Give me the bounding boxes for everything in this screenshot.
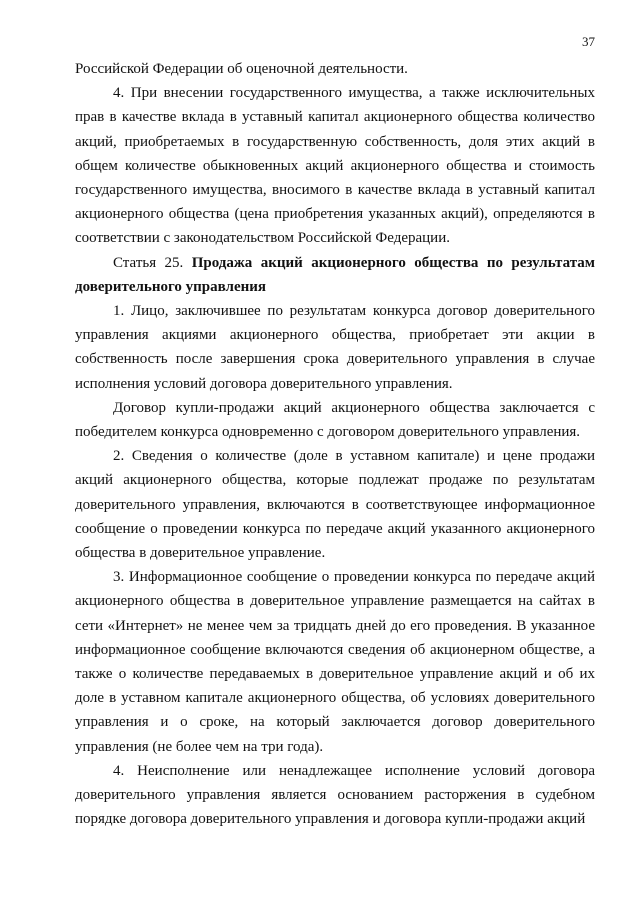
article-label: Статья 25.	[113, 254, 184, 271]
document-body	[75, 57, 595, 832]
article-heading	[75, 251, 595, 299]
article-paragraph-1: 1. Лицо, заключившее по результатам конкурса договор доверительного управления акциями акционерного общества, приобретает эти акции в собственность после завершения срока доверительного управления в случае исполнения условий договора доверительного управления.	[75, 303, 595, 392]
article-title: Продажа акций акционерного общества по результатам доверительного управления	[75, 254, 595, 295]
article-paragraph-3: 3. Информационное сообщение о проведении конкурса по передаче акций акционерного общества в доверительное управление размещается на сайтах в сети «Интернет» не менее чем за тридцать дней до его проведения. В указанное информационное сообщение включаются сведения об акционерном обществе, а также о количестве передаваемых в доверительное управление акций и об их доле в уставном капитале акционерного общества, об условиях доверительного управления и о сроке, на который заключается договор доверительного управления (не более чем на три года).	[75, 569, 595, 755]
page-number: 37	[582, 34, 595, 49]
article-paragraph-2: 2. Сведения о количестве (доле в уставном капитале) и цене продажи акций акционерного общества, которые подлежат продаже по результатам доверительного управления, включаются в соответствующее информационное сообщение о проведении конкурса по передаче акций указанного акционерного общества в доверительное управление.	[75, 448, 595, 562]
article-paragraph-contract: Договор купли-продажи акций акционерного общества заключается с победителем конкурса одновременно с договором доверительного управления.	[75, 399, 595, 441]
paragraph-continuation: Российской Федерации об оценочной деятельности.	[75, 61, 408, 77]
paragraph-item-4: 4. При внесении государственного имущества, а также исключительных прав в качестве вклада в уставный капитал акционерного общества количество акций, приобретаемых в государственную собственность, доля этих акций в общем количестве обыкновенных акций акционерного общества и стоимость государственного имущества, вносимого в качестве вклада в уставный капитал акционерного общества (цена приобретения указанных акций), определяются в соответствии с законодательством Российской Федерации.	[75, 85, 595, 247]
article-paragraph-4: 4. Неисполнение или ненадлежащее исполнение условий договора доверительного управления является основанием расторжения в судебном порядке договора доверительного управления и договора купли-продажи акций	[75, 762, 595, 828]
